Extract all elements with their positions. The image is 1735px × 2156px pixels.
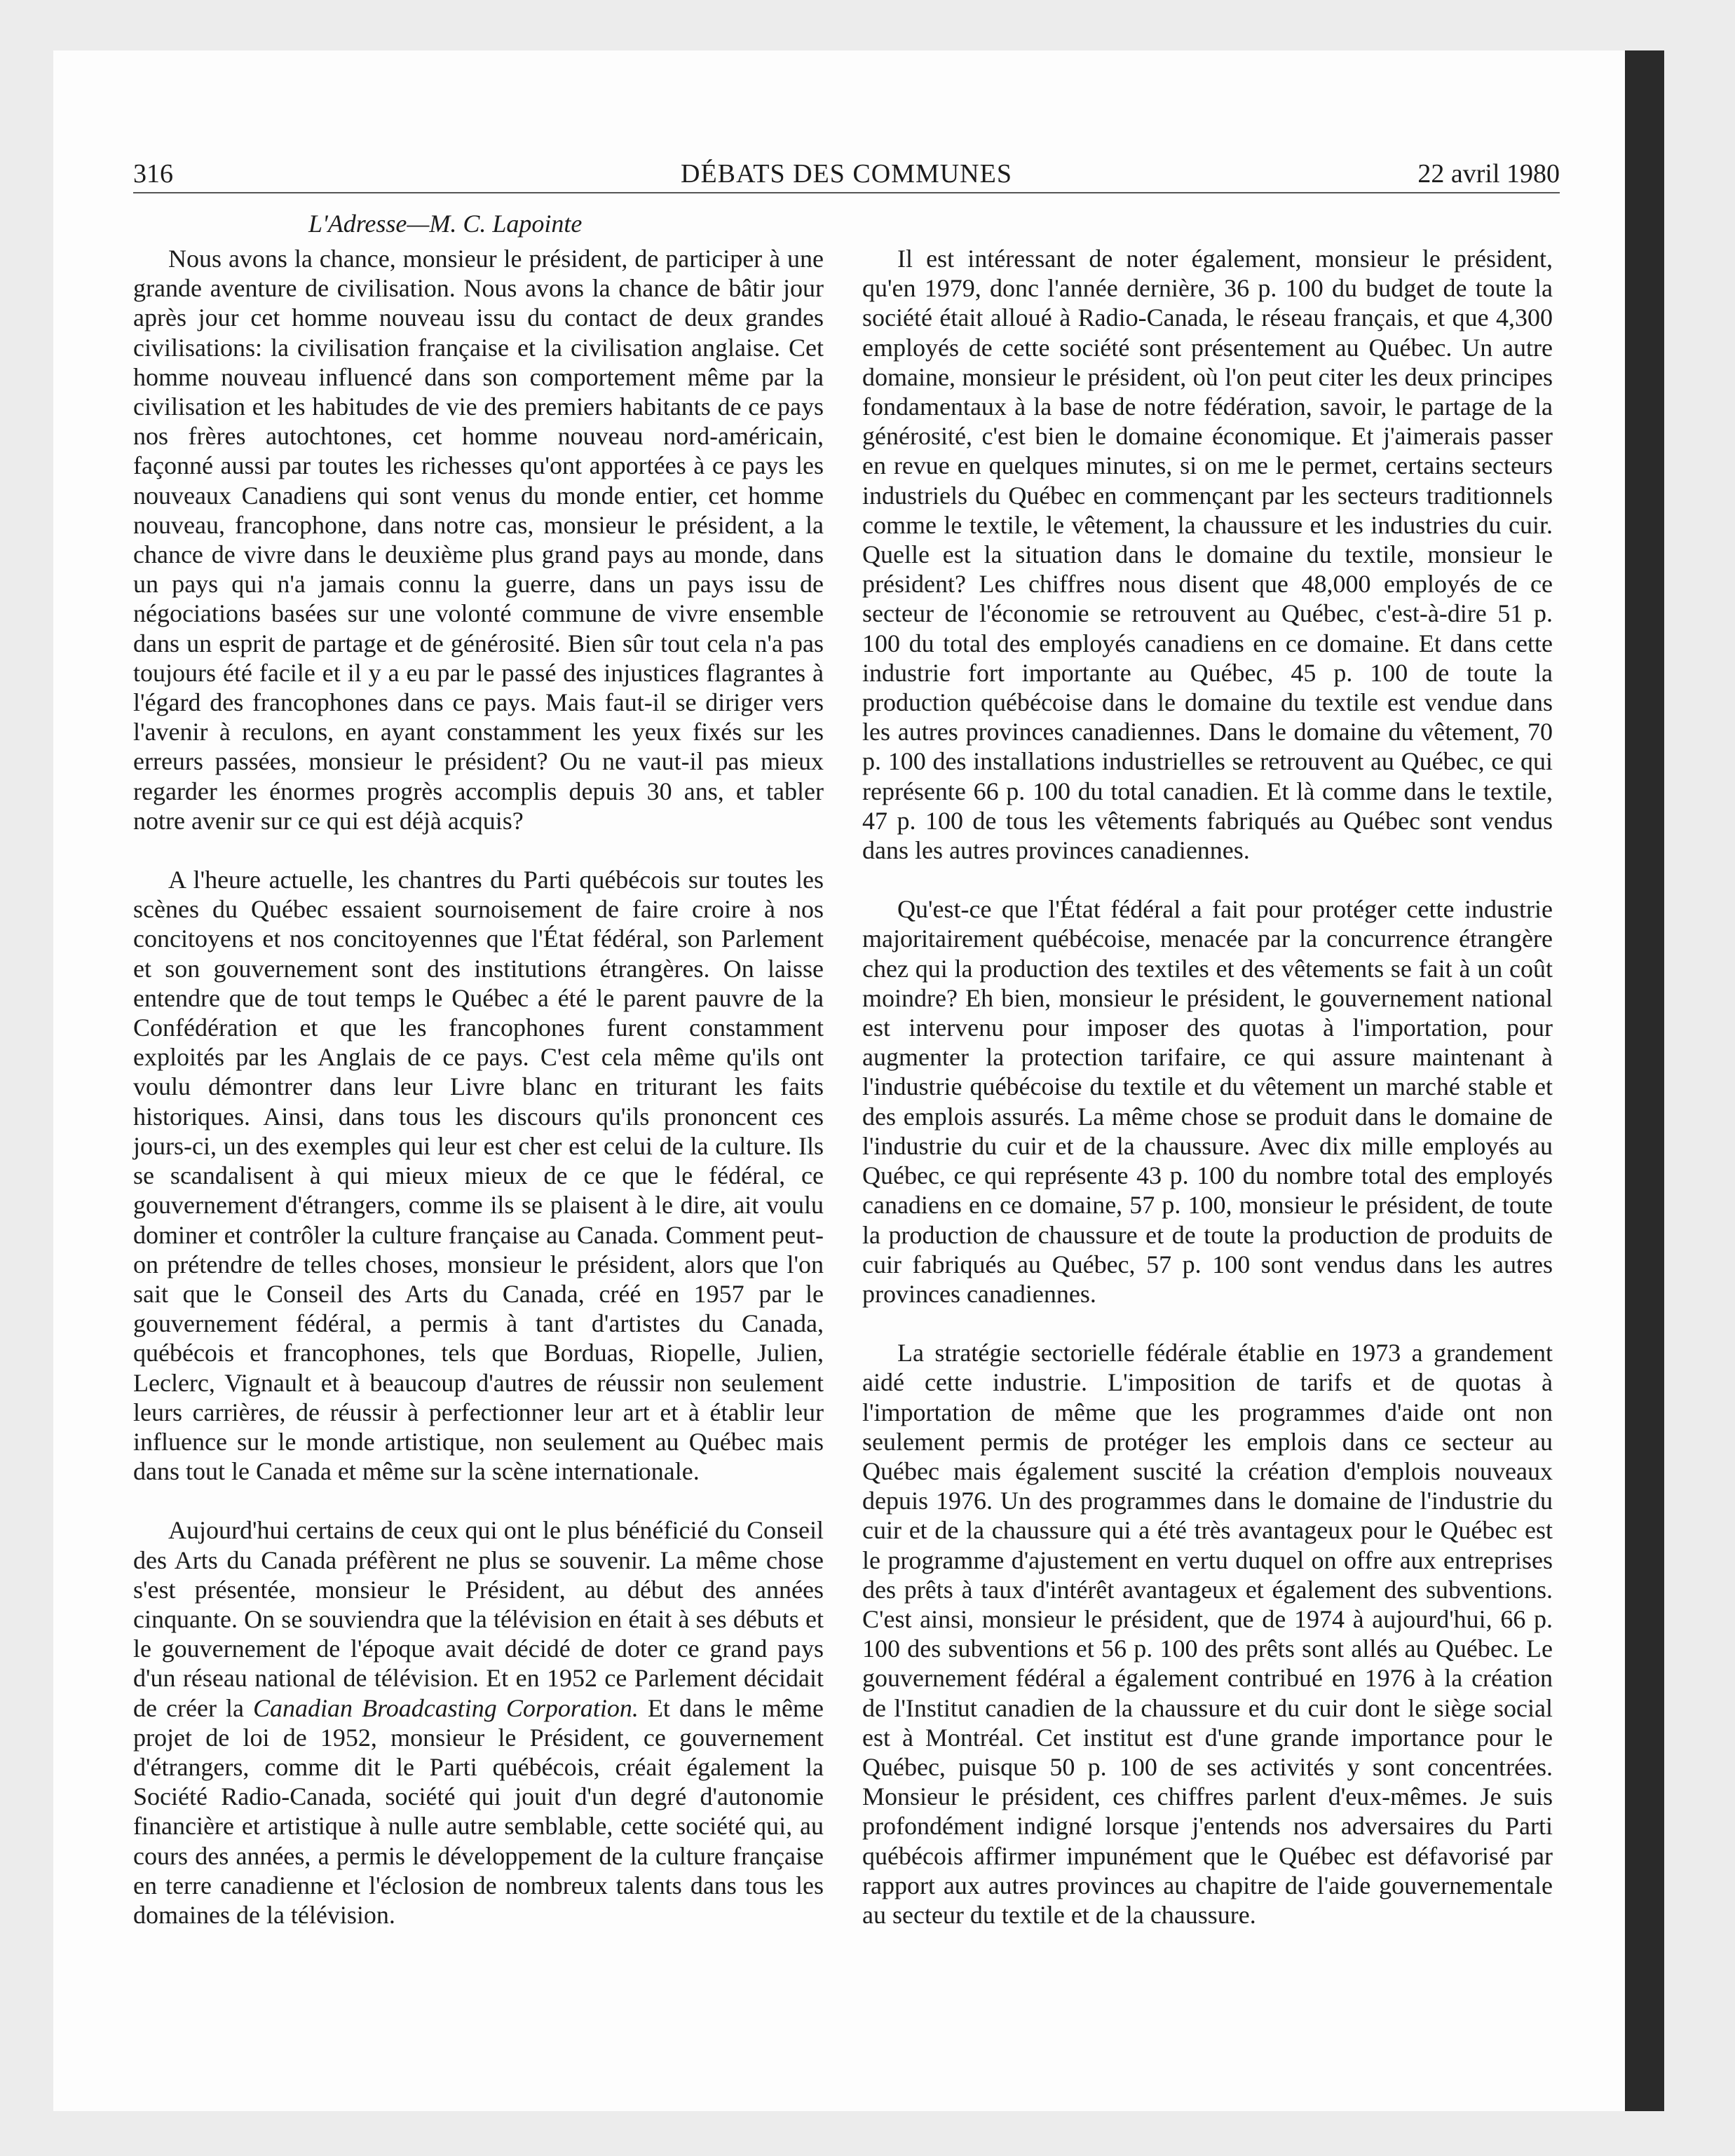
right-column (862, 244, 1553, 1959)
paragraph (133, 1515, 824, 1930)
page-number: 316 (133, 159, 173, 189)
corporation-name: Canadian Broadcasting Corporation. (253, 1693, 639, 1722)
paragraph: A l'heure actuelle, les chantres du Parti québécois sur toutes les scènes du Québec essaient sournoisement de faire croire à nos concitoyens et nos concitoyennes que l'État fédéral, son Parlement et son gouvernement sont des institutions étrangères. On laisse entendre que de tout temps le Québec a été le parent pauvre de la Confédération et que les francophones furent constamment exploités par les Anglais de ce pays. C'est cela même qu'ils ont voulu démontrer dans leur Livre blanc en triturant les faits historiques. Ainsi, dans tous les discours qu'ils prononcent ces jours-ci, un des exemples qui leur est cher est celui de la culture. Ils se scandalisent à qui mieux mieux de ce que le fédéral, ce gouvernement d'étrangers, comme ils se plaisent à le dire, ait voulu dominer et contrôler la culture française au Canada. Comment peut-on prétendre de telles choses, monsieur le président, alors que l'on sait que le Conseil des Arts du Canada, créé en 1957 par le gouvernement fédéral, a permis à tant d'artistes du Canada, québécois et francophones, tels que Borduas, Riopelle, Julien, Leclerc, Vignault et à beaucoup d'autres de réussir non seulement leurs carrières, de réussir à perfectionner leur art et à établir leur influence sur le monde artistique, non seulement au Québec mais dans tout le Canada et même sur la scène internationale. (133, 866, 824, 1486)
paragraph-text: Et dans le même projet de loi de 1952, monsieur le Président, ce gouvernement d'étrangers, comme dit le Parti québécois, créait également la Société Radio-Canada, société qui jouit d'un degré d'autonomie financière et artistique à nulle autre semblable, cette société qui, au cours des années, a permis le développement de la culture française en terre canadienne et l'éclosion de nombreux talents dans tous les domaines de la télévision. (133, 1693, 824, 1929)
header-rule (133, 192, 1560, 193)
scan-edge-bar (1625, 50, 1664, 2111)
paragraph: Nous avons la chance, monsieur le président, de participer à une grande aventure de civilisation. Nous avons la chance de bâtir jour après jour cet homme nouveau issu du contact de deux grandes civilisations: la civilisation française et la civilisation anglaise. Cet homme nouveau influencé dans son comportement même par la civilisation et les habitudes de vie des premiers habitants de ce pays nos frères autochtones, cet homme nouveau nord-américain, façonné aussi par toutes les richesses qu'ont apportées à ce pays les nouveaux Canadiens qui sont venus du monde entier, cet homme nouveau, francophone, dans notre cas, monsieur le président, a la chance de vivre dans le deuxième plus grand pays au monde, dans un pays qui n'a jamais connu la guerre, dans un pays issu de négociations basées sur une volonté commune de vivre ensemble dans un esprit de partage et de générosité. Bien sûr tout cela n'a pas toujours été facile et il y a eu par le passé des injustices flagrantes à l'égard des francophones dans ce pays. Mais faut-il se diriger vers l'avenir à reculons, en ayant constamment les yeux fixés sur les erreurs passées, monsieur le président? Ou ne vaut-il pas mieux regarder les énormes progrès accomplis depuis 30 ans, et tabler notre avenir sur ce qui est déjà acquis? (133, 245, 824, 835)
paragraph: La stratégie sectorielle fédérale établie en 1973 a grandement aidé cette industrie. L'imposition de tarifs et de quotas à l'importation de même que les programmes d'aide ont non seulement permis de protéger les emplois dans ce secteur au Québec mais également suscité la création d'emplois nouveaux depuis 1976. Un des programmes dans le domaine de l'industrie du cuir et de la chaussure qui a été très avantageux pour le Québec est le programme d'ajustement en vertu duquel on offre aux entreprises des prêts à taux d'intérêt avantageux et également des subventions. C'est ainsi, monsieur le président, que de 1974 à aujourd'hui, 66 p. 100 des subventions et 56 p. 100 des prêts sont allés au Québec. Le gouvernement fédéral a également contribué en 1976 à la création de l'Institut canadien de la chaussure et du cuir dont le siège social est à Montréal. Cet institut est d'une grande importance pour le Québec, puisque 50 p. 100 de ses activités y sont concentrées. Monsieur le président, ces chiffres parlent d'eux-mêmes. Je suis profondément indigné lorsque j'entends nos adversaires du Parti québécois affirmer impunément que le Québec est défavorisé par rapport aux autres provinces au chapitre de l'aide gouvernementale au secteur du textile et de la chaussure. (862, 1339, 1553, 1929)
paragraph: Il est intéressant de noter également, monsieur le président, qu'en 1979, donc l'année dernière, 36 p. 100 du budget de toute la société était alloué à Radio-Canada, le réseau français, et que 4,300 employés de cette société sont présentement au Québec. Un autre domaine, monsieur le président, où l'on peut citer les deux principes fondamentaux à la base de notre fédération, savoir, le partage de la générosité, c'est bien le domaine économique. Et j'aimerais passer en revue en quelques minutes, si on me le permet, certains secteurs industriels du Québec en commençant par les secteurs traditionnels comme le textile, le vêtement, la chaussure et les industries du cuir. Quelle est la situation dans le domaine du textile, monsieur le président? Les chiffres nous disent que 48,000 employés de ce secteur de l'économie se retrouvent au Québec, c'est-à-dire 51 p. 100 du total des employés canadiens en ce domaine. Et dans cette industrie fort importante au Québec, 45 p. 100 de toute la production québécoise dans le domaine du textile est vendue dans les autres provinces canadiennes. Dans le domaine du vêtement, 70 p. 100 des installations industrielles se retrouvent au Québec, ce qui représente 66 p. 100 du total canadien. Et là comme dans le textile, 47 p. 100 de tous les vêtements fabriqués au Québec sont vendus dans les autres provinces canadiennes. (862, 245, 1553, 865)
journal-title: DÉBATS DES COMMUNES (681, 159, 1012, 189)
paragraph: Qu'est-ce que l'État fédéral a fait pour protéger cette industrie majoritairement québécoise, menacée par la concurrence étrangère chez qui la production des textiles et des vêtements se fait à un coût moindre? Eh bien, monsieur le président, le gouvernement national est intervenu pour imposer des quotas à l'importation, pour augmenter la protection tarifaire, ce qui assure maintenant à l'industrie québécoise du textile et du vêtement un marché stable et des emplois assurés. La même chose se produit dans le domaine de l'industrie du cuir et de la chaussure. Avec dix mille employés au Québec, ce qui représente 43 p. 100 du nombre total des employés canadiens en ce domaine, 57 p. 100, monsieur le président, de toute la production de chaussure et de toute la production de produits de cuir fabriqués au Québec, 57 p. 100 sont vendus dans les autres provinces canadiennes. (862, 895, 1553, 1308)
left-column (133, 209, 824, 1959)
sitting-date: 22 avril 1980 (1417, 159, 1560, 189)
speech-subhead: L'Adresse—M. C. Lapointe (308, 210, 583, 238)
paragraph-text: Aujourd'hui certains de ceux qui ont le plus bénéficié du Conseil des Arts du Canada préfèrent ne plus se souvenir. La même chose s'est présentée, monsieur le Président, au début des années cinquante. On se souviendra que la télévision en était à ses débuts et le gouvernement de l'époque avait décidé de doter ce grand pays d'un réseau national de télévision. Et en 1952 ce Parlement décidait de créer la (133, 1516, 824, 1722)
page-header (133, 160, 1560, 188)
